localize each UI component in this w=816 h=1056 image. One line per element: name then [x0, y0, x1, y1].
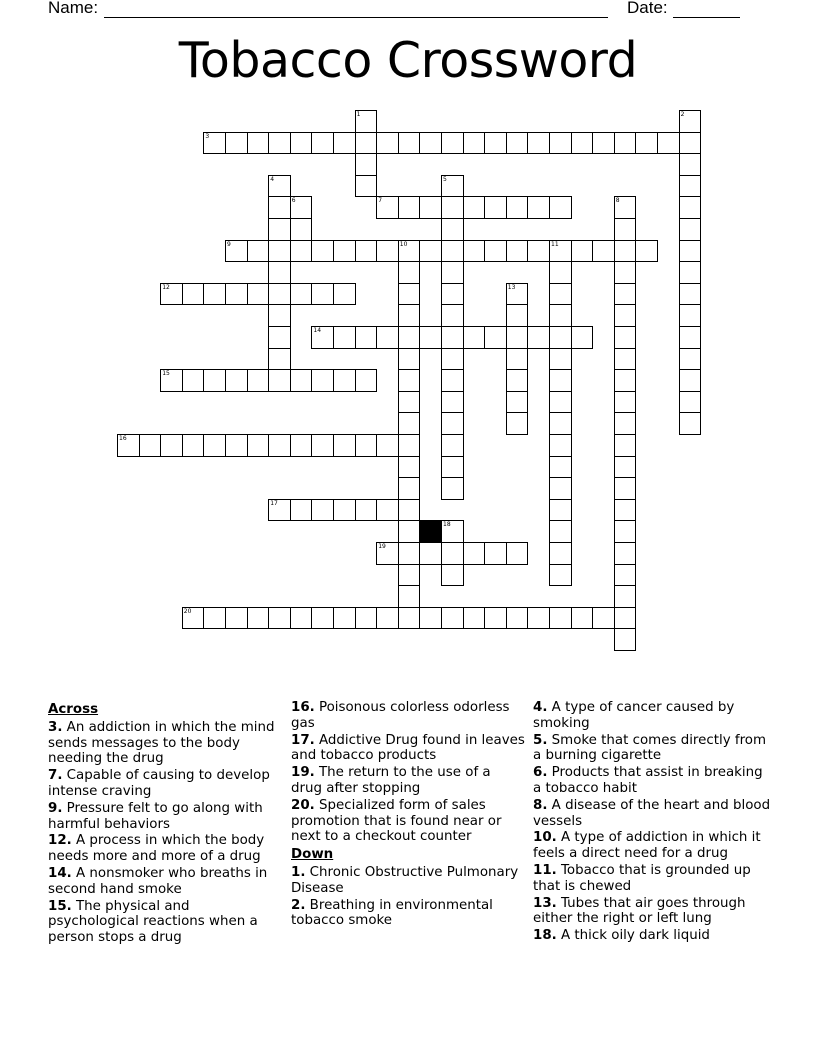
- clue-number: 10: [399, 240, 408, 248]
- grid-cell[interactable]: [333, 369, 356, 392]
- grid-cell[interactable]: [355, 369, 378, 392]
- grid-cell[interactable]: [376, 434, 399, 457]
- grid-cell[interactable]: [484, 240, 507, 263]
- grid-cell[interactable]: [268, 283, 291, 306]
- grid-cell[interactable]: [333, 132, 356, 155]
- grid-cell[interactable]: [398, 240, 421, 263]
- grid-cell[interactable]: [268, 326, 291, 349]
- clue-down: 11. Tobacco that is grounded up that is chewed: [533, 862, 751, 894]
- grid-cell[interactable]: [182, 607, 205, 630]
- grid-cell[interactable]: [268, 261, 291, 284]
- grid-cell[interactable]: [355, 434, 378, 457]
- grid-cell[interactable]: [160, 283, 183, 306]
- grid-cell[interactable]: [614, 283, 637, 306]
- grid-cell[interactable]: [506, 240, 529, 263]
- grid-cell[interactable]: [355, 607, 378, 630]
- grid-cell[interactable]: [484, 607, 507, 630]
- black-square: [419, 520, 442, 543]
- grid-cell[interactable]: [549, 369, 572, 392]
- clue-across: 14. A nonsmoker who breaths in second hand smoke: [48, 865, 268, 897]
- grid-cell[interactable]: [679, 391, 702, 414]
- date-label: Date:: [627, 0, 668, 17]
- grid-cell[interactable]: [160, 369, 183, 392]
- grid-cell[interactable]: [484, 326, 507, 349]
- grid-cell[interactable]: [441, 326, 464, 349]
- grid-cell[interactable]: [268, 218, 291, 241]
- grid-cell[interactable]: [355, 240, 378, 263]
- clue-number: 16: [119, 435, 127, 442]
- grid-cell[interactable]: [398, 326, 421, 349]
- grid-cell[interactable]: [614, 218, 637, 241]
- grid-cell[interactable]: [247, 283, 270, 306]
- grid-cell[interactable]: [506, 348, 529, 371]
- clue-across: 12. A process in which the body needs more and more of a drug: [48, 833, 265, 865]
- clue-down: 1. Chronic Obstructive Pulmonary Disease: [291, 864, 519, 896]
- grid-cell[interactable]: [268, 132, 291, 155]
- clues-column-3: [533, 700, 773, 945]
- grid-cell[interactable]: [441, 348, 464, 371]
- grid-cell[interactable]: [419, 196, 442, 219]
- clue-number: 15: [162, 370, 170, 378]
- clue-down: 8. A disease of the heart and blood vessels: [533, 797, 771, 829]
- grid-cell[interactable]: [247, 240, 270, 263]
- clue-number: 5: [443, 175, 447, 183]
- grid-cell[interactable]: [527, 132, 550, 155]
- grid-cell[interactable]: [441, 175, 464, 198]
- grid-cell[interactable]: [268, 175, 291, 198]
- grid-cell[interactable]: [549, 304, 572, 327]
- clue-across: 3. An addiction in which the mind sends messages to the body needing the drug: [48, 719, 275, 767]
- grid-cell[interactable]: [614, 240, 637, 263]
- grid-cell[interactable]: [398, 607, 421, 630]
- clue-number: 19: [378, 543, 386, 550]
- grid-cell[interactable]: [614, 326, 637, 349]
- grid-cell[interactable]: [203, 607, 226, 630]
- grid-cell[interactable]: [549, 434, 572, 457]
- clue-across: 7. Capable of causing to develop intense craving: [48, 768, 270, 799]
- grid-cell[interactable]: [527, 607, 550, 630]
- grid-cell[interactable]: [506, 607, 529, 630]
- clues-column-2: [291, 700, 525, 930]
- grid-cell[interactable]: [549, 132, 572, 155]
- grid-cell[interactable]: [311, 326, 334, 349]
- grid-cell[interactable]: [268, 240, 291, 263]
- grid-cell[interactable]: [355, 499, 378, 522]
- grid-cell[interactable]: [484, 132, 507, 155]
- grid-cell[interactable]: [398, 348, 421, 371]
- clue-down: 5. Smoke that comes directly from a burning cigarette: [533, 732, 767, 764]
- clue-number: 3: [205, 132, 210, 140]
- grid-cell[interactable]: [441, 564, 464, 587]
- grid-cell[interactable]: [679, 175, 702, 198]
- grid-cell[interactable]: [268, 607, 291, 630]
- grid-cell[interactable]: [549, 456, 572, 479]
- grid-cell[interactable]: [247, 369, 270, 392]
- grid-cell[interactable]: [549, 283, 572, 306]
- grid-cell[interactable]: [571, 240, 594, 263]
- clue-number: 8: [615, 197, 620, 205]
- grid-cell[interactable]: [527, 326, 550, 349]
- grid-cell[interactable]: [290, 240, 313, 263]
- clue-number: 11: [551, 240, 559, 248]
- grid-cell[interactable]: [614, 499, 637, 522]
- grid-cell[interactable]: [506, 412, 529, 435]
- grid-cell[interactable]: [333, 607, 356, 630]
- grid-cell[interactable]: [549, 607, 572, 630]
- clue-down: 10. A type of addiction in which it feels a direct need for a drug: [533, 830, 761, 862]
- clue-across: 16. Poisonous colorless odorless gas: [291, 700, 510, 731]
- grid-cell[interactable]: [139, 434, 162, 457]
- grid-cell[interactable]: [441, 391, 464, 414]
- grid-cell[interactable]: [549, 477, 572, 500]
- grid-cell[interactable]: [614, 564, 637, 587]
- grid-cell[interactable]: [376, 607, 399, 630]
- grid-cell[interactable]: [614, 369, 637, 392]
- grid-cell[interactable]: [549, 326, 572, 349]
- grid-cell[interactable]: [290, 283, 313, 306]
- grid-cell[interactable]: [398, 391, 421, 414]
- grid-cell[interactable]: [614, 434, 637, 457]
- grid-cell[interactable]: [592, 132, 615, 155]
- grid-cell[interactable]: [679, 196, 702, 219]
- grid-cell[interactable]: [376, 326, 399, 349]
- clue-down: 6. Products that assist in breaking a tobacco habit: [533, 765, 763, 796]
- clue-across: 20. Specialized form of sales promotion that is found near or next to a checkout counter: [291, 797, 502, 845]
- grid-cell[interactable]: [311, 283, 334, 306]
- grid-cell[interactable]: [463, 240, 486, 263]
- grid-cell[interactable]: [290, 132, 313, 155]
- clue-number: 13: [507, 283, 516, 291]
- grid-cell[interactable]: [549, 564, 572, 587]
- grid-cell[interactable]: [571, 326, 594, 349]
- grid-cell[interactable]: [376, 499, 399, 522]
- grid-cell[interactable]: [419, 240, 442, 263]
- grid-cell[interactable]: [679, 110, 702, 133]
- grid-cell[interactable]: [290, 369, 313, 392]
- clue-down: 4. A type of cancer caused by smoking: [533, 700, 735, 731]
- grid-cell[interactable]: [398, 499, 421, 522]
- clue-number: 6: [291, 197, 296, 205]
- grid-cell[interactable]: [355, 175, 378, 198]
- grid-cell[interactable]: [268, 304, 291, 327]
- grid-cell[interactable]: [441, 369, 464, 392]
- grid-cell[interactable]: [311, 434, 334, 457]
- grid-cell[interactable]: [441, 412, 464, 435]
- grid-cell[interactable]: [398, 542, 421, 565]
- grid-cell[interactable]: [441, 607, 464, 630]
- grid-cell[interactable]: [506, 369, 529, 392]
- grid-cell[interactable]: [614, 542, 637, 565]
- grid-cell[interactable]: [614, 261, 637, 284]
- grid-cell[interactable]: [398, 477, 421, 500]
- grid-cell[interactable]: [311, 607, 334, 630]
- clue-number: 14: [313, 327, 322, 334]
- clue-across: 9. Pressure felt to go along with harmful behaviors: [48, 800, 263, 832]
- grid-cell[interactable]: [484, 196, 507, 219]
- grid-cell[interactable]: [268, 434, 291, 457]
- clue-number: 4: [270, 175, 275, 183]
- grid-cell[interactable]: [398, 520, 421, 543]
- grid-cell[interactable]: [398, 434, 421, 457]
- grid-cell[interactable]: [463, 326, 486, 349]
- grid-cell[interactable]: [614, 520, 637, 543]
- grid-cell[interactable]: [419, 607, 442, 630]
- grid-cell[interactable]: [117, 434, 140, 457]
- grid-cell[interactable]: [549, 499, 572, 522]
- grid-cell[interactable]: [463, 542, 486, 565]
- grid-cell[interactable]: [311, 240, 334, 263]
- grid-cell[interactable]: [679, 304, 702, 327]
- grid-cell[interactable]: [679, 369, 702, 392]
- name-label: Name:: [48, 0, 99, 17]
- page-title: Tobacco Crossword: [178, 32, 638, 89]
- grid-cell[interactable]: [182, 369, 205, 392]
- clue-number: 17: [270, 499, 278, 507]
- grid-cell[interactable]: [247, 607, 270, 630]
- grid-cell[interactable]: [419, 132, 442, 155]
- grid-cell[interactable]: [679, 240, 702, 263]
- grid-cell[interactable]: [614, 477, 637, 500]
- grid-cell[interactable]: [203, 369, 226, 392]
- grid-cell[interactable]: [290, 499, 313, 522]
- grid-cell[interactable]: [376, 240, 399, 263]
- grid-cell[interactable]: [614, 304, 637, 327]
- grid-cell[interactable]: [182, 434, 205, 457]
- grid-cell[interactable]: [290, 196, 313, 219]
- grid-cell[interactable]: [614, 412, 637, 435]
- grid-cell[interactable]: [333, 283, 356, 306]
- grid-cell[interactable]: [441, 218, 464, 241]
- grid-cell[interactable]: [355, 110, 378, 133]
- clue-down: 18. A thick oily dark liquid: [533, 928, 710, 944]
- grid-cell[interactable]: [225, 132, 248, 155]
- grid-cell[interactable]: [311, 369, 334, 392]
- grid-cell[interactable]: [571, 607, 594, 630]
- grid-cell[interactable]: [441, 261, 464, 284]
- grid-cell[interactable]: [419, 542, 442, 565]
- clue-number: 1: [356, 111, 361, 118]
- grid-cell[interactable]: [527, 240, 550, 263]
- grid-cell[interactable]: [614, 628, 637, 651]
- grid-cell[interactable]: [290, 607, 313, 630]
- grid-cell[interactable]: [398, 283, 421, 306]
- grid-cell[interactable]: [160, 434, 183, 457]
- grid-cell[interactable]: [376, 196, 399, 219]
- clue-down: 13. Tubes that air goes through either the right or left lung: [533, 895, 746, 927]
- grid-cell[interactable]: [376, 542, 399, 565]
- grid-cell[interactable]: [527, 196, 550, 219]
- grid-cell[interactable]: [225, 607, 248, 630]
- clue-number: 12: [162, 283, 170, 291]
- clue-number: 9: [227, 240, 231, 248]
- grid-cell[interactable]: [268, 196, 291, 219]
- grid-cell[interactable]: [614, 132, 637, 155]
- grid-cell[interactable]: [679, 348, 702, 371]
- grid-cell[interactable]: [506, 542, 529, 565]
- grid-cell[interactable]: [333, 240, 356, 263]
- grid-cell[interactable]: [398, 304, 421, 327]
- grid-cell[interactable]: [549, 520, 572, 543]
- grid-cell[interactable]: [441, 477, 464, 500]
- grid-cell[interactable]: [441, 542, 464, 565]
- grid-cell[interactable]: [679, 153, 702, 176]
- grid-cell[interactable]: [398, 456, 421, 479]
- grid-cell[interactable]: [441, 520, 464, 543]
- clue-down: 2. Breathing in environmental tobacco smoke: [291, 897, 493, 929]
- clues-column-1: [48, 700, 284, 947]
- grid-cell[interactable]: [333, 326, 356, 349]
- grid-cell[interactable]: [376, 132, 399, 155]
- grid-cell[interactable]: [592, 240, 615, 263]
- grid-cell[interactable]: [614, 196, 637, 219]
- grid-cell[interactable]: [614, 607, 637, 630]
- grid-cell[interactable]: [268, 348, 291, 371]
- grid-cell[interactable]: [203, 434, 226, 457]
- grid-cell[interactable]: [355, 132, 378, 155]
- grid-cell[interactable]: [506, 391, 529, 414]
- clue-across: 15. The physical and psychological reactions when a person stops a drug: [48, 898, 258, 946]
- grid-cell[interactable]: [398, 585, 421, 608]
- grid-cell[interactable]: [311, 132, 334, 155]
- grid-cell[interactable]: [679, 218, 702, 241]
- grid-cell[interactable]: [398, 261, 421, 284]
- clue-number: 7: [378, 197, 383, 205]
- grid-cell[interactable]: [419, 326, 442, 349]
- clue-across: 17. Addictive Drug found in leaves and tobacco products: [291, 732, 525, 764]
- grid-cell[interactable]: [225, 283, 248, 306]
- grid-cell[interactable]: [268, 499, 291, 522]
- grid-cell[interactable]: [463, 196, 486, 219]
- down-heading: Down: [291, 847, 334, 863]
- clue-across: 19. The return to the use of a drug after stopping: [291, 765, 491, 796]
- grid-cell[interactable]: [225, 434, 248, 457]
- grid-cell[interactable]: [441, 196, 464, 219]
- grid-cell[interactable]: [268, 369, 291, 392]
- grid-cell[interactable]: [657, 132, 680, 155]
- grid-cell[interactable]: [549, 196, 572, 219]
- grid-cell[interactable]: [398, 132, 421, 155]
- grid-cell[interactable]: [614, 585, 637, 608]
- grid-cell[interactable]: [549, 261, 572, 284]
- across-heading: Across: [48, 702, 99, 717]
- grid-cell[interactable]: [441, 132, 464, 155]
- grid-cell[interactable]: [333, 434, 356, 457]
- grid-cell[interactable]: [614, 456, 637, 479]
- grid-cell[interactable]: [549, 542, 572, 565]
- grid-cell[interactable]: [398, 369, 421, 392]
- grid-cell[interactable]: [398, 412, 421, 435]
- grid-cell[interactable]: [592, 607, 615, 630]
- grid-cell[interactable]: [333, 499, 356, 522]
- grid-cell[interactable]: [441, 456, 464, 479]
- grid-cell[interactable]: [290, 218, 313, 241]
- grid-cell[interactable]: [679, 412, 702, 435]
- grid-cell[interactable]: [225, 240, 248, 263]
- grid-cell[interactable]: [506, 283, 529, 306]
- grid-cell[interactable]: [311, 499, 334, 522]
- grid-cell[interactable]: [679, 283, 702, 306]
- grid-cell[interactable]: [203, 132, 226, 155]
- grid-cell[interactable]: [225, 369, 248, 392]
- clue-number: 18: [443, 521, 451, 529]
- grid-cell[interactable]: [549, 391, 572, 414]
- grid-cell[interactable]: [441, 240, 464, 263]
- grid-cell[interactable]: [203, 283, 226, 306]
- grid-cell[interactable]: [463, 132, 486, 155]
- grid-cell[interactable]: [614, 348, 637, 371]
- grid-cell[interactable]: [506, 304, 529, 327]
- grid-cell[interactable]: [614, 391, 637, 414]
- grid-cell[interactable]: [679, 261, 702, 284]
- grid-cell[interactable]: [463, 607, 486, 630]
- grid-cell[interactable]: [290, 434, 313, 457]
- grid-cell[interactable]: [549, 412, 572, 435]
- grid-cell[interactable]: [679, 326, 702, 349]
- grid-cell[interactable]: [484, 542, 507, 565]
- grid-cell[interactable]: [247, 434, 270, 457]
- grid-cell[interactable]: [506, 326, 529, 349]
- grid-cell[interactable]: [355, 326, 378, 349]
- grid-cell[interactable]: [635, 240, 658, 263]
- grid-cell[interactable]: [506, 196, 529, 219]
- grid-cell[interactable]: [355, 153, 378, 176]
- grid-cell[interactable]: [506, 132, 529, 155]
- clue-number: 20: [183, 607, 192, 615]
- grid-cell[interactable]: [549, 240, 572, 263]
- grid-cell[interactable]: [441, 283, 464, 306]
- clue-number: 2: [680, 111, 685, 118]
- grid-cell[interactable]: [398, 196, 421, 219]
- grid-cell[interactable]: [247, 132, 270, 155]
- grid-cell[interactable]: [441, 304, 464, 327]
- grid-cell[interactable]: [679, 132, 702, 155]
- grid-cell[interactable]: [571, 132, 594, 155]
- grid-cell[interactable]: [549, 348, 572, 371]
- grid-cell[interactable]: [635, 132, 658, 155]
- grid-cell[interactable]: [398, 564, 421, 587]
- grid-cell[interactable]: [182, 283, 205, 306]
- grid-cell[interactable]: [441, 434, 464, 457]
